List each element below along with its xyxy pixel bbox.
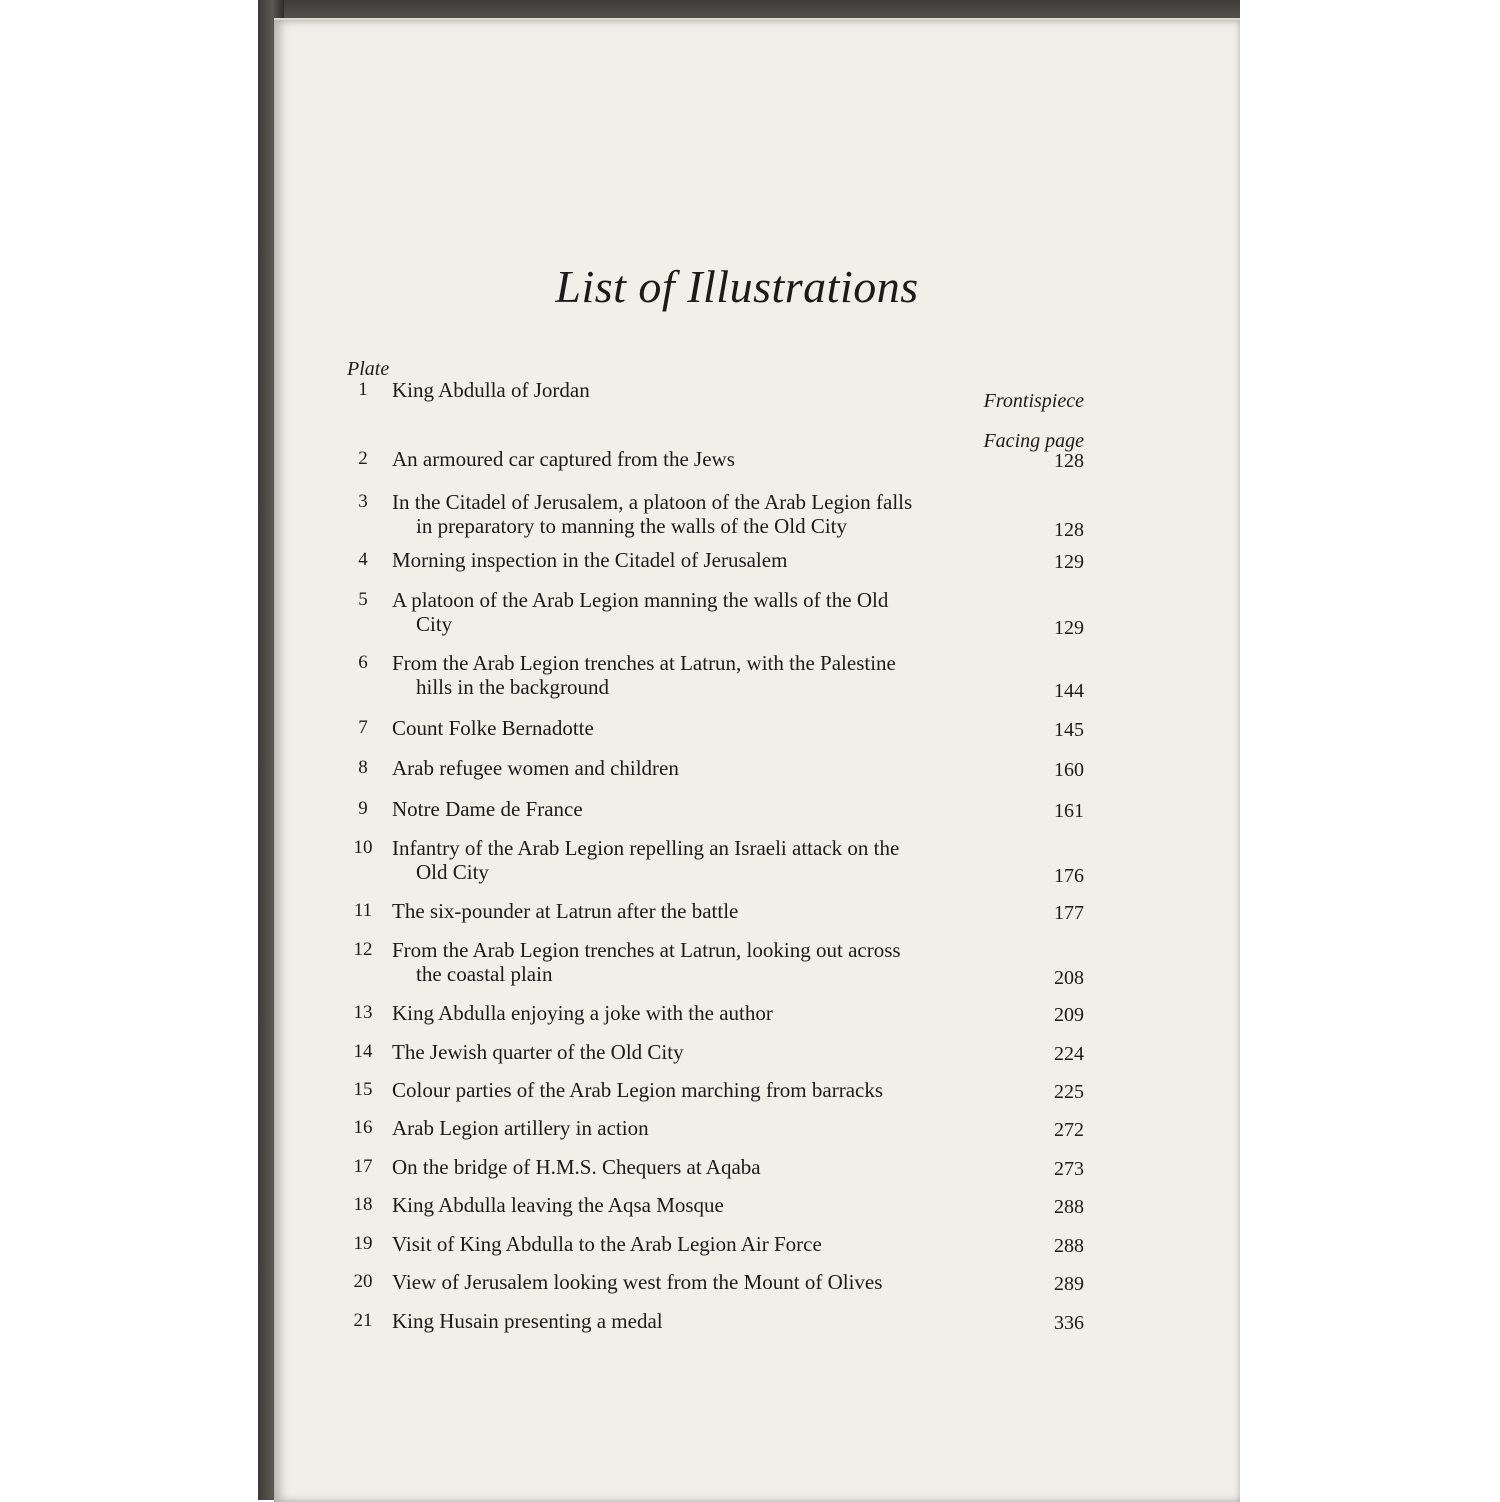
plate-number: 21 [353,1310,373,1331]
illustration-caption [392,1078,1028,1102]
illustration-caption [392,1040,1028,1064]
caption-line-2: Old City [416,860,489,884]
caption-line-2: the coastal plain [416,962,553,986]
caption-line-1: From the Arab Legion trenches at Latrun, looking out across [392,938,901,962]
plate-number: 19 [353,1233,373,1254]
facing-page-number: 128 [1054,450,1084,472]
facing-page-number: 144 [1054,680,1084,702]
caption-line-1: An armoured car captured from the Jews [392,447,735,471]
plate-number: 4 [358,549,368,570]
illustration-caption [392,447,1028,471]
caption-line-2: in preparatory to manning the walls of the Old City [416,514,847,538]
facing-page-number: 177 [1054,902,1084,924]
caption-line-2: City [416,612,453,636]
facing-page-number: 176 [1054,865,1084,887]
facing-page-number: 160 [1054,759,1084,781]
page-title: List of Illustrations [555,261,919,312]
illustration-caption [392,651,1028,699]
illustration-caption [392,836,1028,884]
illustration-caption [392,588,1028,636]
illustration-caption [392,716,1028,740]
illustration-caption [392,1270,1028,1294]
illustration-caption [392,1116,1028,1140]
caption-line-1: Colour parties of the Arab Legion marching from barracks [392,1078,884,1102]
plate-number: 10 [353,837,373,858]
plate-number: 8 [358,757,368,778]
facing-page-number: 129 [1054,551,1084,573]
plate-number: 9 [358,798,368,819]
caption-line-1: Infantry of the Arab Legion repelling an Israeli attack on the [392,836,900,860]
facing-page-number: 224 [1054,1043,1084,1065]
plate-number: 1 [358,379,368,400]
caption-line-1: Notre Dame de France [392,797,583,821]
caption-line-1: From the Arab Legion trenches at Latrun, with the Palestine [392,651,896,675]
plate-number: 6 [358,652,368,673]
plate-number: 16 [353,1117,373,1138]
facing-page-number: 272 [1054,1119,1084,1141]
plate-number: 3 [358,491,368,512]
facing-page-number: 273 [1054,1158,1084,1180]
illustration-caption [392,1001,1028,1025]
illustration-caption [392,1232,1028,1256]
plate-number: 12 [353,939,373,960]
facing-page-number: 128 [1054,519,1084,541]
caption-line-1: King Abdulla enjoying a joke with the author [392,1001,773,1025]
caption-line-1: Count Folke Bernadotte [392,716,594,740]
facing-page-number: 145 [1054,719,1084,741]
illustration-caption [392,756,1028,780]
plate-number: 11 [353,900,373,921]
book-page [274,18,1240,1502]
caption-line-1: King Abdulla of Jordan [392,378,590,402]
caption-line-1: Arab Legion artillery in action [392,1116,649,1140]
illustration-caption [392,548,1028,572]
plate-number: 5 [358,589,368,610]
caption-line-1: The six-pounder at Latrun after the battle [392,899,739,923]
caption-line-1: King Abdulla leaving the Aqsa Mosque [392,1193,724,1217]
plate-number: 7 [358,717,368,738]
facing-page-number: 288 [1054,1196,1084,1218]
plate-number: 15 [353,1079,373,1100]
caption-line-1: The Jewish quarter of the Old City [392,1040,684,1064]
caption-line-1: Morning inspection in the Citadel of Jerusalem [392,548,788,572]
caption-line-1: On the bridge of H.M.S. Chequers at Aqaba [392,1155,761,1179]
caption-line-1: A platoon of the Arab Legion manning the walls of the Old [392,588,889,612]
caption-line-1: View of Jerusalem looking west from the Mount of Olives [392,1270,883,1294]
plate-number: 18 [353,1194,373,1215]
caption-line-1: In the Citadel of Jerusalem, a platoon of the Arab Legion falls [392,490,913,514]
illustration-caption [392,1193,1028,1217]
caption-line-1: Arab refugee women and children [392,756,679,780]
facing-page-number: 336 [1054,1312,1084,1334]
plate-number: 2 [358,448,368,469]
caption-line-2: hills in the background [416,675,610,699]
facing-page-header: Facing page [983,430,1084,452]
illustration-caption [392,1155,1028,1179]
plate-number: 17 [353,1156,373,1177]
illustration-caption [392,490,1028,538]
frontispiece-label: Frontispiece [983,390,1084,412]
facing-page-number: 225 [1054,1081,1084,1103]
facing-page-number: 161 [1054,800,1084,822]
plate-column-header: Plate [347,358,390,380]
facing-page-number: 209 [1054,1004,1084,1026]
plate-number: 13 [353,1002,373,1023]
facing-page-number: 208 [1054,967,1084,989]
plate-number: 14 [353,1041,373,1062]
caption-line-1: King Husain presenting a medal [392,1309,663,1333]
illustration-caption [392,899,1028,923]
illustration-caption [392,938,1028,986]
book-cover-top [258,0,1240,20]
facing-page-number: 288 [1054,1235,1084,1257]
plate-number: 20 [353,1271,373,1292]
facing-page-number: 289 [1054,1273,1084,1295]
illustration-caption [392,378,1028,402]
illustration-caption [392,797,1028,821]
facing-page-number: 129 [1054,617,1084,639]
caption-line-1: Visit of King Abdulla to the Arab Legion Air Force [392,1232,822,1256]
illustration-caption [392,1309,1028,1333]
